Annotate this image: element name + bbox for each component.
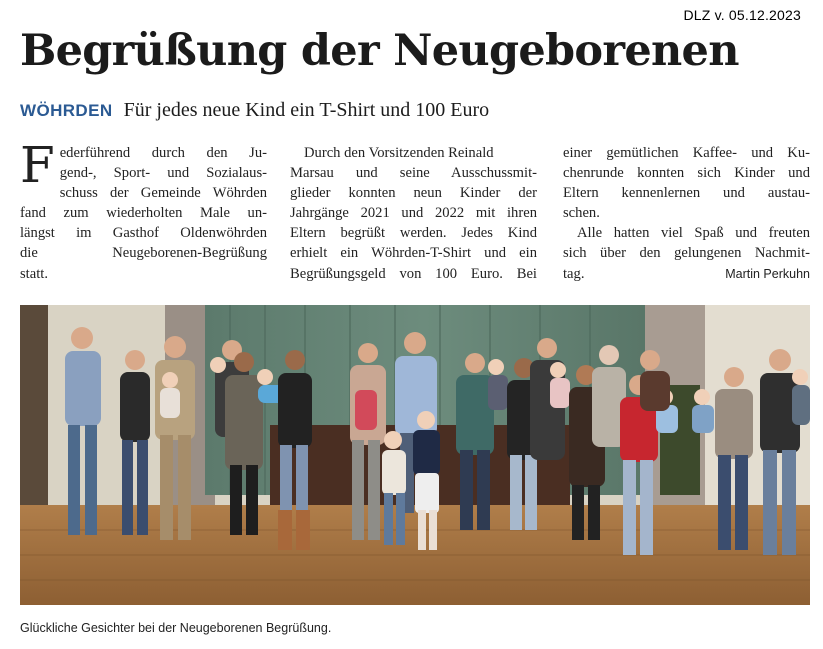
article-line: statt. (20, 265, 48, 282)
article-line: die Neugeborenen-Begrüßung (20, 245, 267, 262)
article-column-3 (563, 143, 810, 284)
article-line: ederführend durch den Ju- (59, 145, 267, 161)
article-line: erhielt ein Wöhrden-T-Shirt und ein (290, 245, 537, 262)
article-line: chenrunde konnten sich Kinder und (563, 165, 810, 182)
article-line: einer gemütlichen Kaffee- und Ku- (563, 145, 810, 161)
article-line: Marsau und seine Ausschussmit- (290, 165, 537, 182)
headline: Begrüßung der Neugeborenen (20, 26, 739, 76)
article-column-1 (20, 136, 267, 284)
article-line: schen. (563, 205, 600, 222)
article-line: Alle hatten viel Spaß und freuten (577, 225, 810, 242)
group-photo-icon (20, 305, 810, 605)
article-line: Begrüßungsgeld von 100 Euro. Bei (290, 265, 537, 282)
article-line: glieder konnten neun Kinder der (290, 185, 537, 202)
article-column-2 (290, 143, 537, 284)
dateline-place: WÖHRDEN (20, 101, 113, 120)
deck-text: Für jedes neue Kind ein T-Shirt und 100 Euro (123, 99, 490, 121)
photo-caption: Glückliche Gesichter bei der Neugeborenen Begrüßung. (20, 621, 332, 635)
subline (20, 99, 810, 122)
article-line: Durch den Vorsitzenden Reinald (304, 145, 494, 161)
article-line: Jahrgänge 2021 und 2022 mit ihren (290, 205, 537, 222)
article-line: schuss der Gemeinde Wöhrden (59, 185, 267, 202)
article-line: fand zum wiederholten Male un- (20, 205, 267, 222)
author-credit: Martin Perkuhn (725, 266, 810, 281)
article-line (563, 264, 810, 284)
article-line: Eltern kennenlernen und austau- (563, 185, 810, 202)
source-date: DLZ v. 05.12.2023 (683, 7, 801, 23)
group-photo (20, 305, 810, 605)
article-line: gend-, Sport- und Sozialaus- (59, 165, 267, 182)
article-body (20, 136, 810, 289)
article-line: längst im Gasthof Oldenwöhrden (20, 225, 267, 242)
dropcap: F (20, 136, 55, 194)
article-line: sich über den gelungenen Nachmit- (563, 245, 810, 262)
article-last-word: tag. (563, 265, 585, 282)
article-line: Eltern begrüßt werden. Jedes Kind (290, 225, 537, 242)
